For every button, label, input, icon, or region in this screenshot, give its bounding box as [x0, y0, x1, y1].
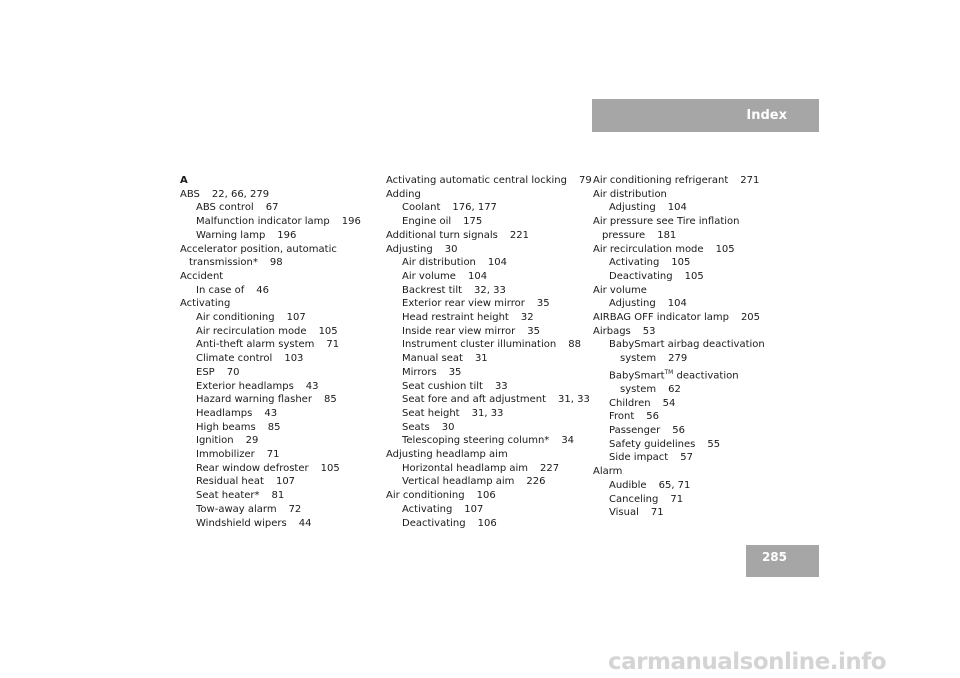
index-page-ref[interactable]: 98: [269, 257, 283, 269]
index-column-1: [180, 174, 361, 530]
index-page-ref[interactable]: 46: [256, 284, 270, 296]
index-term: Seats: [402, 421, 430, 433]
index-term: Air recirculation mode: [593, 243, 704, 255]
index-page-ref[interactable]: 176, 177: [452, 202, 497, 214]
index-entry: [593, 215, 765, 229]
index-page-ref[interactable]: 33: [494, 380, 508, 392]
index-entry: [180, 338, 361, 352]
index-page-ref[interactable]: 62: [668, 383, 681, 395]
index-entry: [593, 188, 765, 202]
index-entry: [180, 475, 361, 489]
index-page-ref[interactable]: 57: [680, 452, 693, 464]
index-entry: [386, 297, 592, 311]
index-page-ref[interactable]: 71: [266, 449, 280, 461]
index-page-ref[interactable]: 205: [740, 312, 761, 324]
index-entry: [386, 421, 592, 435]
index-term: Seat heater*: [196, 490, 260, 502]
index-page-ref[interactable]: 105: [684, 270, 704, 282]
index-entry: [593, 297, 765, 311]
index-entry: [386, 284, 592, 298]
index-term: Airbags: [593, 325, 631, 337]
index-entry: [180, 366, 361, 380]
index-term: Air distribution: [402, 257, 476, 269]
index-entry: [386, 366, 592, 380]
index-term: Anti-theft alarm system: [196, 339, 315, 351]
index-entry: [180, 284, 361, 298]
index-entry: [180, 407, 361, 421]
index-term: Additional turn signals: [386, 229, 498, 241]
index-entry: [593, 438, 765, 452]
index-entry: [593, 424, 765, 438]
index-term: Coolant: [402, 202, 441, 214]
index-page-ref[interactable]: 65, 71: [658, 479, 691, 491]
index-page-ref[interactable]: 71: [670, 493, 684, 505]
index-term: Side impact: [609, 452, 669, 464]
index-entry: [593, 311, 765, 325]
index-entry: [386, 448, 592, 462]
index-term: Adjusting headlamp aim: [386, 449, 508, 461]
index-term: Adjusting: [609, 202, 656, 214]
index-entry: [386, 503, 592, 517]
index-term: Air volume: [402, 270, 456, 282]
index-term: Audible: [609, 479, 647, 491]
index-page-ref[interactable]: 30: [444, 243, 458, 255]
index-page-ref[interactable]: 104: [467, 270, 488, 282]
index-page-ref[interactable]: 105: [671, 257, 691, 269]
index-entry: [593, 383, 765, 397]
index-term: ABS control: [196, 202, 254, 214]
index-term: Seat height: [402, 407, 460, 419]
index-term: Accident: [180, 270, 224, 282]
index-term: Inside rear view mirror: [402, 325, 516, 337]
index-term: Adjusting: [386, 243, 433, 255]
index-page-ref[interactable]: 181: [657, 229, 677, 241]
index-entry: [593, 410, 765, 424]
index-entry: [593, 506, 765, 520]
index-term: Activating: [402, 503, 453, 515]
watermark-logo: carmanualsonline.info: [608, 649, 887, 675]
index-page-ref[interactable]: 107: [464, 503, 484, 515]
index-term: Air conditioning refrigerant: [593, 175, 729, 186]
index-entry: [386, 489, 592, 503]
index-entry: [180, 201, 361, 215]
index-entry: [593, 366, 765, 383]
index-entry: [593, 284, 765, 298]
index-entry: [180, 229, 361, 243]
index-page-ref[interactable]: 104: [487, 257, 507, 269]
index-term: Air conditioning: [386, 490, 465, 502]
index-entry: [593, 493, 765, 507]
index-entry: [386, 270, 592, 284]
index-term: Head restraint height: [402, 312, 509, 324]
index-page-ref[interactable]: 196: [341, 216, 361, 228]
index-term: Telescoping steering column*: [402, 435, 550, 447]
index-entry: [386, 311, 592, 325]
index-entry: [593, 451, 765, 465]
index-page-ref[interactable]: 85: [267, 421, 281, 433]
index-page-ref[interactable]: 72: [288, 503, 302, 515]
index-entry: [180, 489, 361, 503]
index-entry: [386, 215, 592, 229]
index-page-ref[interactable]: 32, 33: [474, 284, 506, 296]
index-page-ref[interactable]: 29: [245, 435, 259, 447]
index-term: Malfunction indicator lamp: [196, 216, 330, 228]
index-page-ref[interactable]: 67: [265, 202, 279, 214]
index-term: ESP: [196, 366, 215, 378]
index-term: Canceling: [609, 493, 659, 505]
index-term: Front: [609, 411, 635, 423]
index-term: Headlamps: [196, 407, 253, 419]
index-term: BabySmart airbag deactivation: [609, 339, 765, 351]
index-entry: [386, 462, 592, 476]
index-entry: [386, 325, 592, 339]
index-entry: [386, 393, 592, 407]
index-page-ref[interactable]: 81: [271, 490, 285, 502]
index-page-ref[interactable]: 71: [326, 339, 340, 351]
index-term: pressure: [602, 229, 646, 241]
index-page-ref[interactable]: 279: [668, 353, 688, 365]
index-entry: [593, 397, 765, 411]
index-term: Activating automatic central locking: [386, 175, 567, 186]
index-term: Adding: [386, 188, 421, 200]
index-entry: [593, 479, 765, 493]
index-entry: [180, 503, 361, 517]
index-entry: [386, 380, 592, 394]
index-entry: [180, 215, 361, 229]
index-term: Ignition: [196, 435, 234, 447]
index-page-ref[interactable]: 105: [320, 462, 340, 474]
index-term: Deactivating: [402, 517, 466, 529]
index-term: BabySmart: [609, 370, 665, 382]
index-term: Tow-away alarm: [196, 503, 277, 515]
index-entry: [180, 393, 361, 407]
index-term: AIRBAG OFF indicator lamp: [593, 312, 729, 324]
index-page-ref[interactable]: 31: [474, 353, 488, 365]
index-entry: [386, 434, 592, 448]
index-page-ref[interactable]: 70: [226, 366, 240, 378]
index-page-ref[interactable]: 196: [277, 229, 297, 241]
index-entry: [593, 174, 765, 188]
index-page-ref[interactable]: 43: [305, 380, 319, 392]
trademark-superscript: TM: [664, 368, 674, 376]
index-term: Visual: [609, 507, 639, 519]
index-page-ref[interactable]: 30: [441, 421, 455, 433]
index-term: Deactivating: [609, 270, 673, 282]
index-page-ref[interactable]: 88: [568, 339, 581, 351]
index-page-ref[interactable]: 31, 33: [558, 394, 590, 406]
index-entry: [180, 174, 361, 188]
index-page-ref[interactable]: 35: [527, 325, 540, 337]
index-term: Activating: [609, 257, 660, 269]
index-page-ref[interactable]: 56: [646, 411, 660, 423]
index-term: Backrest tilt: [402, 284, 463, 296]
index-term-rest: deactivation: [673, 370, 739, 382]
index-entry: [593, 229, 765, 243]
index-term: Alarm: [593, 466, 623, 478]
index-page-ref[interactable]: 175: [463, 216, 483, 228]
index-entry: [180, 311, 361, 325]
index-term: Air distribution: [593, 188, 667, 200]
index-entry: [386, 352, 592, 366]
index-page-ref[interactable]: 104: [667, 202, 687, 214]
index-page-ref[interactable]: 43: [264, 407, 278, 419]
index-page-ref[interactable]: 105: [715, 243, 735, 255]
index-page-ref[interactable]: 55: [707, 438, 721, 450]
index-page-ref[interactable]: 221: [509, 229, 529, 241]
index-page-ref[interactable]: 227: [540, 462, 560, 474]
index-page-ref[interactable]: 106: [477, 517, 497, 529]
index-term: A: [180, 175, 188, 186]
index-page-ref[interactable]: 104: [667, 298, 687, 310]
index-term: Air recirculation mode: [196, 325, 307, 337]
index-term: Windshield wipers: [196, 517, 287, 529]
index-term: Rear window defroster: [196, 462, 309, 474]
index-entry: [386, 174, 592, 188]
index-entry: [386, 475, 592, 489]
index-entry: [180, 352, 361, 366]
index-entry: [386, 338, 592, 352]
index-entry: [593, 338, 765, 352]
index-entry: [180, 421, 361, 435]
page-number: 285: [761, 550, 787, 564]
index-page-ref[interactable]: 22, 66, 279: [211, 188, 270, 200]
index-term: Air pressure see Tire inflation: [593, 216, 740, 228]
index-page-ref[interactable]: 105: [318, 325, 338, 337]
index-page-ref[interactable]: 107: [275, 476, 296, 488]
index-page-ref[interactable]: 106: [476, 490, 496, 502]
index-page-ref[interactable]: 44: [298, 517, 312, 529]
index-page-ref[interactable]: 53: [642, 325, 656, 337]
index-term: Manual seat: [402, 353, 463, 365]
index-term: Adjusting: [609, 298, 656, 310]
index-term: Horizontal headlamp aim: [402, 462, 529, 474]
index-entry: [386, 407, 592, 421]
index-term: system: [620, 353, 657, 365]
index-column-3: [593, 174, 765, 520]
index-page-ref[interactable]: 79: [578, 175, 592, 186]
index-entry: [386, 256, 592, 270]
index-page-ref[interactable]: 107: [286, 312, 306, 324]
index-term: Air volume: [593, 284, 647, 296]
index-term: Instrument cluster illumination: [402, 339, 557, 351]
index-term: Accelerator position, automatic: [180, 243, 337, 255]
page-number-tab: [746, 545, 819, 577]
index-entry: [180, 380, 361, 394]
index-page-ref[interactable]: 32: [520, 312, 534, 324]
index-term: Exterior rear view mirror: [402, 298, 525, 310]
index-page-ref[interactable]: 35: [448, 366, 462, 378]
index-term: Residual heat: [196, 476, 264, 488]
index-page-ref[interactable]: 54: [662, 397, 676, 409]
index-term: Engine oil: [402, 216, 452, 228]
index-entry: [593, 352, 765, 366]
index-term: High beams: [196, 421, 256, 433]
index-term: Warning lamp: [196, 229, 266, 241]
index-entry: [180, 188, 361, 202]
page-section-title: Index: [746, 108, 787, 123]
index-entry: [386, 517, 592, 531]
index-page-ref[interactable]: 71: [650, 507, 664, 519]
index-term: Activating: [180, 298, 231, 310]
index-entry: [180, 243, 361, 257]
index-term: Hazard warning flasher: [196, 394, 312, 406]
index-page-ref[interactable]: 34: [561, 435, 575, 447]
index-entry: [180, 434, 361, 448]
index-entry: [593, 465, 765, 479]
index-page-ref[interactable]: 85: [323, 394, 337, 406]
index-term: Mirrors: [402, 366, 437, 378]
index-term: Immobilizer: [196, 449, 255, 461]
index-entry: [180, 256, 361, 270]
index-entry: [180, 270, 361, 284]
index-term: Safety guidelines: [609, 438, 696, 450]
index-page-ref[interactable]: 226: [526, 476, 546, 488]
index-entry: [180, 517, 361, 531]
index-term: Seat cushion tilt: [402, 380, 483, 392]
index-entry: [593, 270, 765, 284]
index-term: system: [620, 383, 657, 395]
index-entry: [593, 201, 765, 215]
index-term: Children: [609, 397, 651, 409]
index-entry: [386, 201, 592, 215]
index-entry: [180, 297, 361, 311]
index-term: Passenger: [609, 424, 661, 436]
index-entry: [386, 243, 592, 257]
index-entry: [593, 256, 765, 270]
index-entry: [386, 229, 592, 243]
index-term: In case of: [196, 284, 245, 296]
index-term: ABS: [180, 188, 200, 200]
index-page-ref[interactable]: 56: [672, 424, 685, 436]
index-term: Exterior headlamps: [196, 380, 294, 392]
index-entry: [180, 448, 361, 462]
index-page-ref[interactable]: 103: [284, 353, 304, 365]
index-header-tab: [592, 99, 819, 132]
index-column-2: [386, 174, 592, 530]
index-entry: [180, 325, 361, 339]
index-entry: [593, 243, 765, 257]
index-entry: [593, 325, 765, 339]
index-term: transmission*: [189, 257, 258, 269]
index-page-ref[interactable]: 271: [740, 175, 760, 186]
index-page-ref[interactable]: 35: [536, 298, 550, 310]
index-term: Vertical headlamp aim: [402, 476, 515, 488]
index-entry: [386, 188, 592, 202]
index-term: Climate control: [196, 353, 273, 365]
index-term: Air conditioning: [196, 312, 275, 324]
index-page-ref[interactable]: 31, 33: [471, 407, 504, 419]
index-entry: [180, 462, 361, 476]
index-term: Seat fore and aft adjustment: [402, 394, 547, 406]
